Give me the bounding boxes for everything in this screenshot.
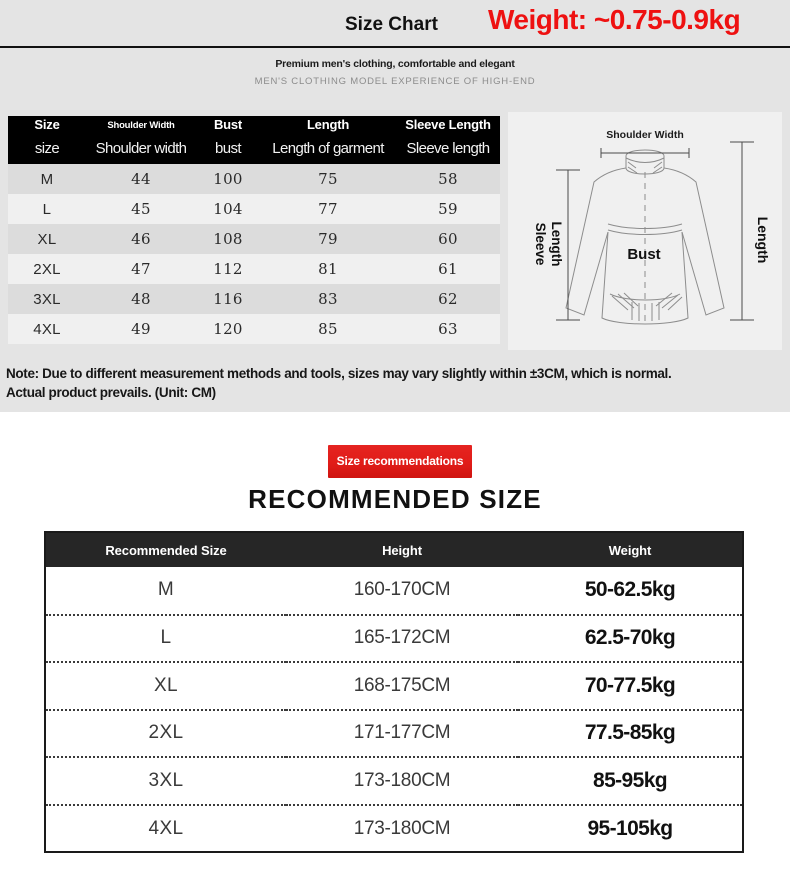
table-row [46,615,742,663]
diagram-label-length: Length [755,216,771,264]
table-row [46,805,742,853]
cell-size: L [42,200,52,218]
table-row [8,284,500,314]
table-row [46,757,742,805]
rec-cell-height: 173-180CM [286,805,518,853]
recommended-size-table-wrapper [44,531,744,853]
cell-length: 75 [318,170,338,188]
cell-shoulder: 49 [131,320,151,338]
diagram-label-sleeve-length-line2: Length [549,221,564,267]
rec-cell-weight: 62.5-70kg [518,615,742,663]
cell-shoulder: 48 [131,290,151,308]
cell-sleeve: 59 [438,200,458,218]
cell-size: 3XL [33,290,61,308]
recommended-size-table [46,533,742,852]
rec-cell-height: 173-180CM [286,757,518,805]
cell-sleeve: 62 [438,290,458,308]
cell-shoulder: 45 [131,200,151,218]
garment-measurement-diagram [508,112,782,350]
cell-length: 81 [318,260,338,278]
col-length-primary: Length [306,117,350,132]
cell-bust: 116 [213,290,243,308]
size-table-col-length [260,116,396,164]
size-table-col-sleeve [396,116,500,164]
cell-shoulder: 47 [131,260,151,278]
rec-cell-height: 165-172CM [286,615,518,663]
rec-cell-size: 2XL [46,710,286,758]
diagram-label-bust: Bust [627,246,661,263]
cell-bust: 108 [213,230,243,248]
jacket-illustration-svg [508,112,782,350]
rec-col-size: Recommended Size [105,542,227,558]
measurement-note-line-2: Actual product prevails. (Unit: CM) [6,385,216,400]
col-sleeve-primary: Sleeve Length [405,117,491,132]
cell-size: 2XL [33,260,61,278]
rec-cell-size: L [46,615,286,663]
table-row [46,662,742,710]
subtitle-secondary: MEN'S CLOTHING MODEL EXPERIENCE OF HIGH-END [254,76,536,87]
col-length-secondary: Length of garment [272,140,384,157]
rec-cell-height: 168-175CM [286,662,518,710]
diagram-label-shoulder-width: Shoulder Width [606,129,684,141]
cell-sleeve: 60 [438,230,458,248]
measurement-note [6,364,784,402]
cell-sleeve: 61 [438,260,458,278]
col-bust-secondary: bust [215,140,241,157]
size-table-header-row [8,116,500,164]
recommended-table-header-row [46,533,742,567]
rec-cell-weight: 77.5-85kg [518,710,742,758]
rec-cell-weight: 95-105kg [518,805,742,853]
cell-size: M [40,170,54,188]
cell-length: 85 [318,320,338,338]
cell-sleeve: 58 [438,170,458,188]
product-weight-note: Weight: ~0.75-0.9kg [488,4,741,35]
diagram-label-sleeve-length-line1: Sleeve [533,222,548,266]
table-row [8,254,500,284]
rec-cell-size: 4XL [46,805,286,853]
title-band [0,0,790,48]
rec-cell-size: XL [46,662,286,710]
subtitle-primary: Premium men's clothing, comfortable and elegant [275,58,515,70]
table-row [8,314,500,344]
size-table-col-size [8,116,86,164]
col-sleeve-secondary: Sleeve length [406,140,490,157]
col-size-secondary: size [34,140,60,157]
cell-size: XL [37,230,57,248]
col-size-primary: Size [34,117,60,132]
cell-bust: 120 [213,320,243,338]
page-title: Size Chart [345,14,438,35]
table-row [46,710,742,758]
size-table-col-bust [196,116,260,164]
rec-cell-weight: 85-95kg [518,757,742,805]
size-measurement-table [8,116,500,344]
cell-size: 4XL [33,320,61,338]
cell-bust: 112 [213,260,243,278]
recommended-size-heading: RECOMMENDED SIZE [248,484,542,514]
cell-length: 79 [318,230,338,248]
table-row [46,567,742,615]
cell-length: 83 [318,290,338,308]
rec-cell-size: M [157,579,175,601]
cell-shoulder: 44 [131,170,151,188]
rec-cell-weight: 50-62.5kg [584,578,676,602]
size-chart-section [0,0,790,412]
rec-cell-weight: 70-77.5kg [518,662,742,710]
rec-col-height: Height [382,542,422,558]
table-row [8,164,500,194]
col-shoulder-primary: Shoulder Width [107,120,175,131]
cell-bust: 100 [213,170,243,188]
cell-length: 77 [318,200,338,218]
table-row [8,224,500,254]
cell-bust: 104 [213,200,243,218]
col-bust-primary: Bust [213,117,243,132]
rec-cell-height: 160-170CM [353,579,451,601]
size-recommendations-badge [328,445,472,478]
cell-shoulder: 46 [131,230,151,248]
table-row [8,194,500,224]
size-table-col-shoulder [86,116,196,164]
size-recommendations-badge-label: Size recommendations [336,454,464,468]
measurement-note-line-1: Note: Due to different measurement methods and tools, sizes may vary slightly within ±3CM, which is normal. [6,366,672,381]
col-shoulder-secondary: Shoulder width [95,140,187,157]
rec-col-weight: Weight [608,542,652,558]
rec-cell-height: 171-177CM [286,710,518,758]
rec-cell-size: 3XL [46,757,286,805]
cell-sleeve: 63 [438,320,458,338]
